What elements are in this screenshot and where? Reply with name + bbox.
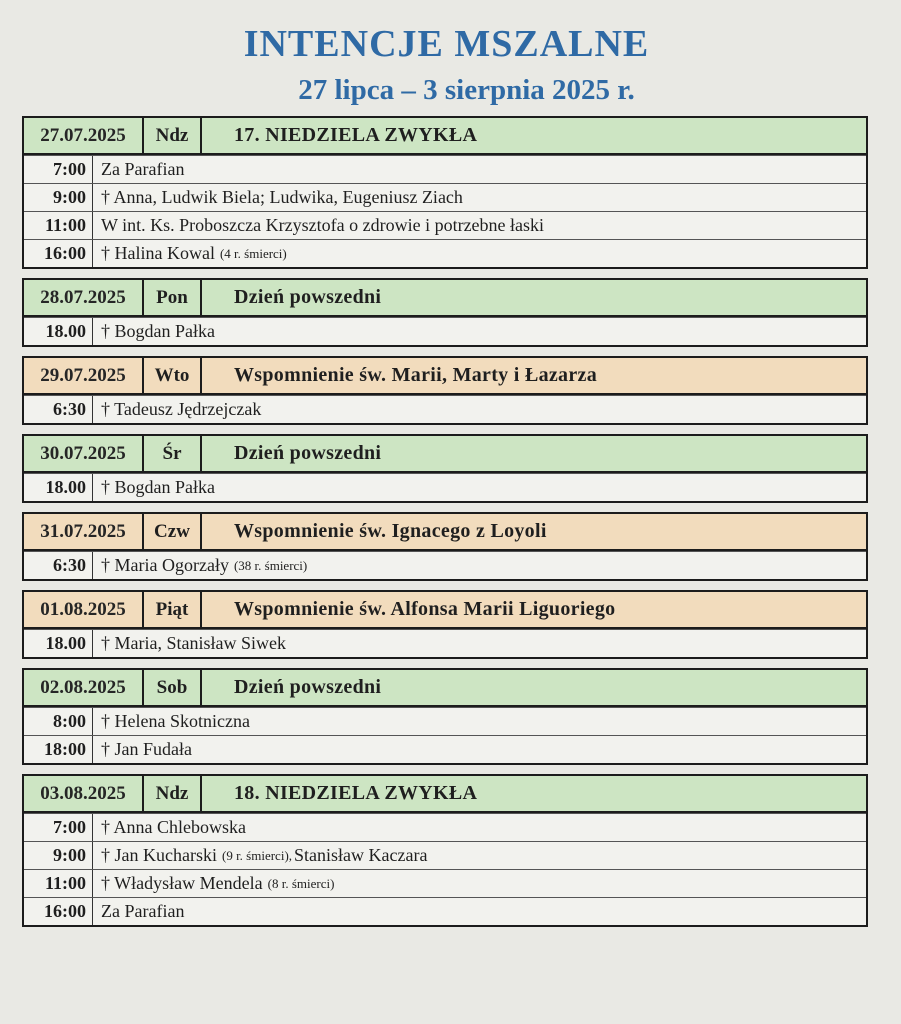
liturgical-day: Wspomnienie św. Alfonsa Marii Liguoriego: [234, 598, 616, 620]
mass-intention: [93, 630, 866, 657]
death-anniversary-note: (8 r. śmierci): [267, 875, 335, 891]
mass-intention: [93, 736, 866, 763]
intention-text: † Maria Ogorzały: [101, 555, 229, 575]
mass-intention: [93, 870, 866, 897]
death-anniversary-note: (9 r. śmierci),: [221, 847, 293, 863]
day-date: 29.07.2025: [24, 358, 144, 393]
mass-row: [24, 869, 866, 897]
intention-text: † Maria, Stanisław Siwek: [101, 633, 286, 653]
mass-intention: [93, 212, 866, 239]
mass-intention: [93, 184, 866, 211]
intention-text: † Anna Chlebowska: [101, 817, 246, 837]
intention-text: † Anna, Ludwik Biela; Ludwika, Eugeniusz Ziach: [101, 187, 463, 207]
mass-intention: [93, 814, 866, 841]
day-header: [24, 358, 866, 395]
day-block: [22, 278, 868, 347]
mass-time: 9:00: [24, 842, 93, 869]
mass-time: 11:00: [24, 212, 93, 239]
mass-time: 18.00: [24, 630, 93, 657]
intention-text: † Władysław Mendela: [101, 873, 263, 893]
page-title: INTENCJE MSZALNE: [243, 23, 650, 65]
day-of-week: Wto: [144, 358, 202, 393]
day-block: [22, 356, 868, 425]
day-of-week: Pon: [144, 280, 202, 315]
intention-text: Za Parafian: [101, 901, 185, 921]
day-of-week: Sob: [144, 670, 202, 705]
intention-text: † Halina Kowal: [101, 243, 215, 263]
intention-text: Za Parafian: [101, 159, 185, 179]
day-block: [22, 116, 868, 269]
mass-time: 16:00: [24, 898, 93, 925]
day-date: 28.07.2025: [24, 280, 144, 315]
mass-time: 18.00: [24, 474, 93, 501]
day-of-week: Czw: [144, 514, 202, 549]
mass-row: [24, 395, 866, 423]
mass-row: [24, 317, 866, 345]
mass-intention: [93, 552, 866, 579]
liturgical-day: Dzień powszedni: [234, 676, 382, 698]
day-of-week: Ndz: [144, 118, 202, 153]
mass-intention: [93, 898, 866, 925]
day-date: 31.07.2025: [24, 514, 144, 549]
day-date: 02.08.2025: [24, 670, 144, 705]
mass-time: 8:00: [24, 708, 93, 735]
day-block: [22, 434, 868, 503]
day-date: 03.08.2025: [24, 776, 144, 811]
mass-intention: [93, 318, 866, 345]
mass-row: [24, 629, 866, 657]
mass-intention: [93, 396, 866, 423]
intention-text: † Bogdan Pałka: [101, 321, 215, 341]
mass-row: [24, 735, 866, 763]
day-header: [24, 592, 866, 629]
mass-time: 6:30: [24, 552, 93, 579]
mass-time: 16:00: [24, 240, 93, 267]
mass-row: [24, 841, 866, 869]
mass-intention: [93, 842, 866, 869]
mass-time: 7:00: [24, 156, 93, 183]
mass-row: [24, 239, 866, 267]
intention-text: † Jan Fudała: [101, 739, 192, 759]
mass-intention: [93, 474, 866, 501]
mass-row: [24, 551, 866, 579]
day-date: 01.08.2025: [24, 592, 144, 627]
liturgical-day: 17. NIEDZIELA ZWYKŁA: [234, 124, 478, 146]
mass-row: [24, 707, 866, 735]
day-block: [22, 512, 868, 581]
mass-intention: [93, 156, 866, 183]
intentions-list: [22, 116, 868, 936]
liturgical-day: Wspomnienie św. Ignacego z Loyoli: [234, 520, 547, 542]
day-date: 27.07.2025: [24, 118, 144, 153]
mass-row: [24, 897, 866, 925]
day-header: [24, 280, 866, 317]
mass-row: [24, 813, 866, 841]
intention-text-continued: Stanisław Kaczara: [294, 845, 428, 865]
day-block: [22, 668, 868, 765]
mass-time: 18.00: [24, 318, 93, 345]
intention-text: † Jan Kucharski: [101, 845, 217, 865]
death-anniversary-note: (38 r. śmierci): [233, 557, 308, 573]
intention-text: † Tadeusz Jędrzejczak: [101, 399, 262, 419]
day-header: [24, 776, 866, 813]
day-date: 30.07.2025: [24, 436, 144, 471]
mass-intention: [93, 240, 866, 267]
death-anniversary-note: (4 r. śmierci): [219, 245, 287, 261]
mass-row: [24, 211, 866, 239]
mass-row: [24, 183, 866, 211]
day-of-week: Śr: [144, 436, 202, 471]
liturgical-day: Wspomnienie św. Marii, Marty i Łazarza: [234, 364, 598, 386]
intention-text: † Bogdan Pałka: [101, 477, 215, 497]
day-header: [24, 670, 866, 707]
day-of-week: Piąt: [144, 592, 202, 627]
mass-time: 11:00: [24, 870, 93, 897]
mass-row: [24, 473, 866, 501]
liturgical-day: 18. NIEDZIELA ZWYKŁA: [234, 782, 478, 804]
day-block: [22, 774, 868, 927]
day-of-week: Ndz: [144, 776, 202, 811]
mass-row: [24, 155, 866, 183]
day-header: [24, 118, 866, 155]
mass-time: 7:00: [24, 814, 93, 841]
day-header: [24, 514, 866, 551]
liturgical-day: Dzień powszedni: [234, 286, 382, 308]
liturgical-day: Dzień powszedni: [234, 442, 382, 464]
day-header: [24, 436, 866, 473]
intention-text: † Helena Skotniczna: [101, 711, 250, 731]
intention-text: W int. Ks. Proboszcza Krzysztofa o zdrowie i potrzebne łaski: [101, 215, 545, 235]
mass-intention: [93, 708, 866, 735]
mass-time: 9:00: [24, 184, 93, 211]
mass-time: 18:00: [24, 736, 93, 763]
day-block: [22, 590, 868, 659]
date-range-subtitle: 27 lipca – 3 sierpnia 2025 r.: [298, 74, 635, 106]
mass-time: 6:30: [24, 396, 93, 423]
